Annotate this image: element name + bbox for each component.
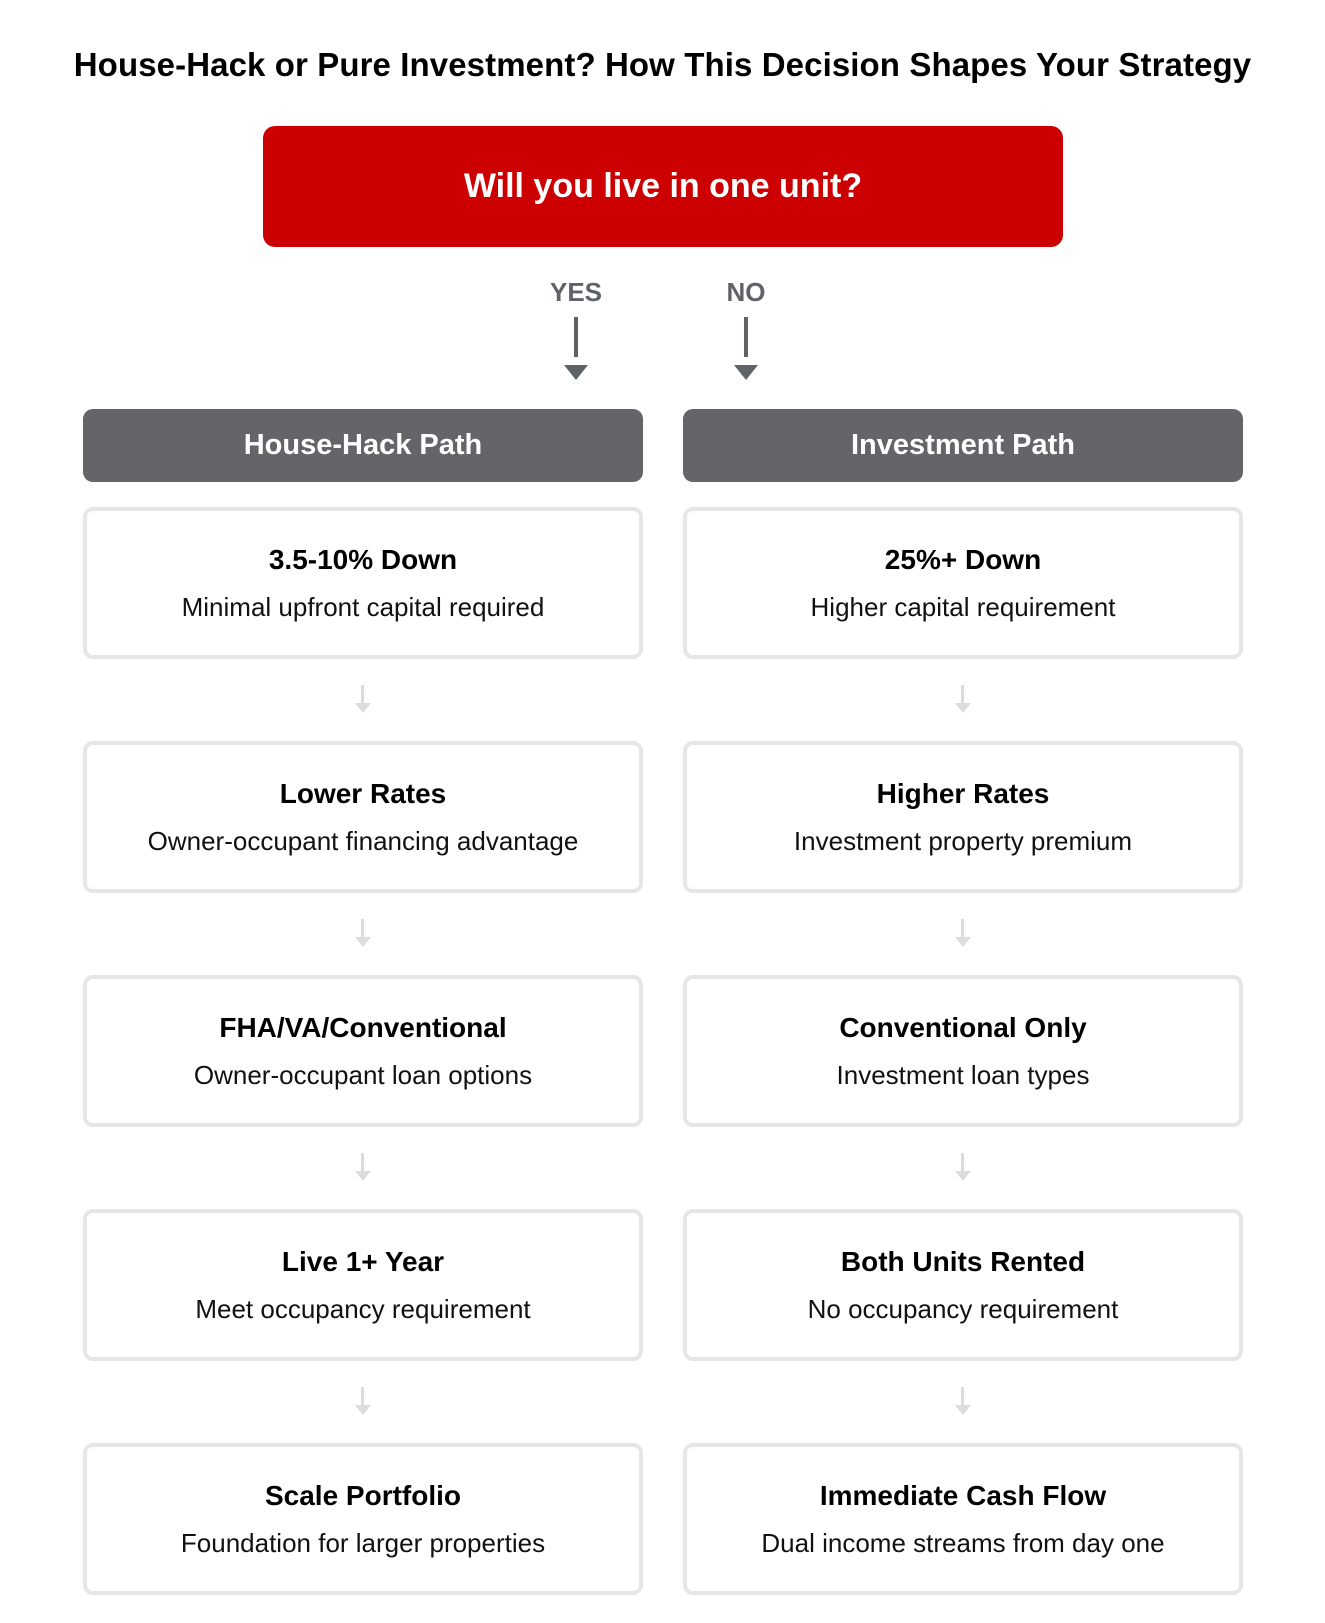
- down-arrow-icon: [83, 1361, 643, 1443]
- no-arrow-line: [744, 317, 748, 357]
- yes-label: YES: [549, 277, 603, 307]
- step-desc: Minimal upfront capital required: [181, 591, 545, 622]
- step-title: Conventional Only: [839, 1011, 1087, 1043]
- house-hack-path-column: [83, 409, 643, 1595]
- step-title: Scale Portfolio: [264, 1479, 462, 1511]
- investment-path-column: [683, 409, 1243, 1595]
- step-desc: Foundation for larger properties: [180, 1527, 546, 1558]
- step-desc: No occupancy requirement: [807, 1293, 1119, 1324]
- step-card: [83, 741, 643, 893]
- step-card: [683, 975, 1243, 1127]
- step-card: [83, 1443, 643, 1595]
- step-title: Live 1+ Year: [281, 1245, 445, 1277]
- step-card: [683, 507, 1243, 659]
- step-title: Lower Rates: [279, 777, 447, 809]
- step-card: [683, 1443, 1243, 1595]
- step-title: Immediate Cash Flow: [819, 1479, 1107, 1511]
- step-title: 3.5-10% Down: [268, 543, 458, 575]
- step-card: [83, 1209, 643, 1361]
- step-card: [683, 1209, 1243, 1361]
- yes-branch: [516, 277, 636, 308]
- down-arrow-icon: [83, 893, 643, 975]
- step-desc: Dual income streams from day one: [761, 1527, 1165, 1558]
- step-desc: Owner-occupant loan options: [193, 1059, 533, 1090]
- step-card: [83, 507, 643, 659]
- decision-question: Will you live in one unit?: [263, 126, 1063, 247]
- down-arrow-icon: [83, 1127, 643, 1209]
- house-hack-path-header: House-Hack Path: [83, 409, 643, 482]
- down-arrow-icon: [83, 659, 643, 741]
- investment-path-header: Investment Path: [683, 409, 1243, 482]
- yes-arrow-line: [574, 317, 578, 357]
- no-label: NO: [726, 277, 766, 307]
- step-title: FHA/VA/Conventional: [219, 1011, 507, 1043]
- step-desc: Meet occupancy requirement: [195, 1293, 531, 1324]
- step-title: Higher Rates: [876, 777, 1050, 809]
- down-arrow-icon: [683, 659, 1243, 741]
- step-card: [83, 975, 643, 1127]
- step-desc: Owner-occupant financing advantage: [147, 825, 579, 856]
- step-title: Both Units Rented: [840, 1245, 1086, 1277]
- step-desc: Higher capital requirement: [810, 591, 1116, 622]
- step-card: [683, 741, 1243, 893]
- step-desc: Investment property premium: [793, 825, 1133, 856]
- down-arrow-icon: [683, 893, 1243, 975]
- down-arrow-icon: [683, 1127, 1243, 1209]
- down-arrow-icon: [734, 365, 758, 380]
- down-arrow-icon: [683, 1361, 1243, 1443]
- step-title: 25%+ Down: [884, 543, 1042, 575]
- no-branch: [686, 277, 806, 308]
- page-title: House-Hack or Pure Investment? How This Decision Shapes Your Strategy: [73, 46, 1252, 83]
- down-arrow-icon: [564, 365, 588, 380]
- step-desc: Investment loan types: [836, 1059, 1090, 1090]
